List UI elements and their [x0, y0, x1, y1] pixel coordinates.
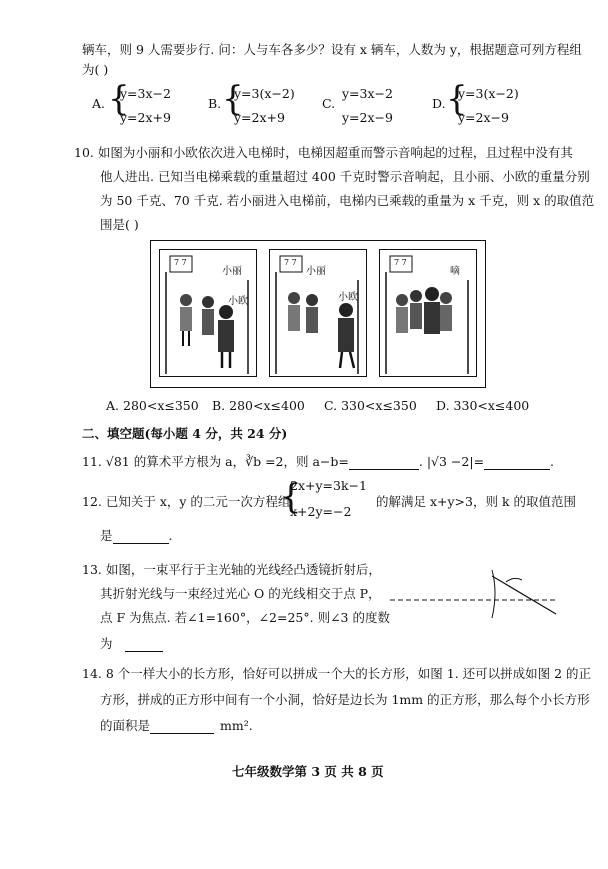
- label-beep: 嘀: [450, 266, 460, 277]
- equation-2: y=2x+9: [234, 110, 285, 125]
- equation-1: y=3(x−2): [234, 86, 295, 101]
- label-xiaoli: 小丽: [306, 266, 326, 277]
- brace-icon: {: [446, 79, 468, 119]
- floor-indicator: 7 7: [284, 258, 297, 267]
- q14-text-line1: 14. 8 个一样大小的长方形，恰好可以拼成一个大的长方形，如图 1. 还可以拼成如图 2 的正: [82, 666, 592, 681]
- q12-line2-text: 是: [100, 528, 113, 543]
- q10-text-line3: 为 50 千克、70 千克. 若小丽进入电梯前，电梯内已乘载的重量为 x 千克，则 x 的取值范: [100, 193, 595, 208]
- option-text: 280<x≤400: [229, 398, 305, 413]
- equation-2: y=2x+9: [120, 110, 171, 125]
- q10-text-line1: 10. 如图为小丽和小欧依次进入电梯时，电梯因超重而警示音响起的过程，且过程中没有其: [74, 145, 573, 160]
- q9-text-line2: 为( ): [82, 62, 109, 77]
- equation-2: x+2y=−2: [290, 504, 352, 519]
- option-label: A.: [106, 398, 120, 413]
- elevator-panel-2: [269, 249, 367, 377]
- q14-unit: mm².: [220, 718, 253, 733]
- q9-text-line1: 辆车，则 9 人需要步行. 问：人与车各多少？设有 x 辆车，人数为 y，根据题意可列方程组: [82, 42, 582, 57]
- equation-1: 2x+y=3k−1: [290, 478, 367, 493]
- q10-option-d: [436, 398, 529, 413]
- q10-option-c: [324, 398, 417, 413]
- brace-icon: {: [280, 477, 302, 517]
- q11-text: 11. √81 的算术平方根为 a，∛b =2，则 a−b=: [82, 454, 349, 469]
- answer-blank[interactable]: [113, 530, 169, 544]
- page-footer: 七年级数学第 3 页 共 8 页: [232, 764, 384, 779]
- elevator-figure: [150, 240, 486, 388]
- option-label: B.: [208, 96, 222, 111]
- q13-text-line2: 其折射光线与一束经过光心 O 的光线相交于点 P，: [100, 586, 381, 601]
- option-label: C.: [322, 96, 336, 111]
- q10-option-b: [212, 398, 305, 413]
- equation-1: y=3(x−2): [458, 86, 519, 101]
- elevator-panel-1: [159, 249, 257, 377]
- q13-line4-text: 为: [100, 636, 113, 651]
- option-text: 280<x≤350: [123, 398, 199, 413]
- q13-line4: [100, 634, 163, 652]
- label-xiaoou: 小欧: [338, 292, 358, 303]
- option-text: 330<x≤350: [341, 398, 417, 413]
- floor-indicator: 7 7: [174, 258, 187, 267]
- equation-1: y=3x−2: [342, 86, 393, 101]
- option-label: A.: [92, 96, 106, 111]
- equation-2: y=2x−9: [342, 110, 393, 125]
- q10-text-line2: 他人进出. 已知当电梯乘载的重量超过 400 千克时警示音响起，且小丽、小欧的重量分别: [100, 169, 590, 184]
- q11-end: .: [550, 454, 555, 469]
- elevator-scene-3-icon: [380, 250, 476, 376]
- answer-blank[interactable]: [150, 720, 214, 734]
- q10-option-a: [106, 398, 199, 413]
- lens-diagram-icon: [388, 562, 564, 622]
- option-label: D.: [436, 398, 450, 413]
- equation-2: y=2x−9: [458, 110, 509, 125]
- brace-icon: {: [222, 79, 244, 119]
- equation-1: y=3x−2: [120, 86, 171, 101]
- q12-end: .: [168, 528, 173, 543]
- answer-blank[interactable]: [484, 456, 550, 470]
- floor-indicator: 7 7: [394, 258, 407, 267]
- answer-blank[interactable]: [349, 456, 419, 470]
- q11-tail: . |√3 −2|=: [418, 454, 485, 469]
- brace-icon: {: [108, 79, 130, 119]
- answer-blank[interactable]: [125, 638, 163, 652]
- q12-text-pre: 12. 已知关于 x，y 的二元一次方程组: [82, 494, 291, 509]
- q14-line3-text: 的面积是: [100, 718, 151, 733]
- q12-text-post: 的解满足 x+y>3，则 k 的取值范围: [376, 494, 577, 509]
- q13-text-line1: 13. 如图，一束平行于主光轴的光线经凸透镜折射后，: [82, 562, 381, 577]
- option-label: B.: [212, 398, 226, 413]
- label-xiaoli: 小丽: [222, 266, 242, 277]
- elevator-panel-3: [379, 249, 477, 377]
- q10-text-line4: 围是( ): [100, 217, 139, 232]
- q13-text-line3: 点 F 为焦点. 若∠1=160°，∠2=25°. 则∠3 的度数: [100, 610, 390, 625]
- option-label: D.: [432, 96, 446, 111]
- section-heading: 二、填空题(每小题 4 分，共 24 分): [82, 426, 288, 441]
- q14-line3: [100, 716, 253, 734]
- q11: [82, 452, 554, 470]
- option-text: 330<x≤400: [453, 398, 530, 413]
- label-xiaoou: 小欧: [228, 296, 248, 307]
- q14-text-line2: 方形，拼成的正方形中间有一个小洞，恰好是边长为 1mm 的正方形，那么每个小长方形: [100, 692, 590, 707]
- q12-line2: [100, 526, 173, 544]
- option-label: C.: [324, 398, 338, 413]
